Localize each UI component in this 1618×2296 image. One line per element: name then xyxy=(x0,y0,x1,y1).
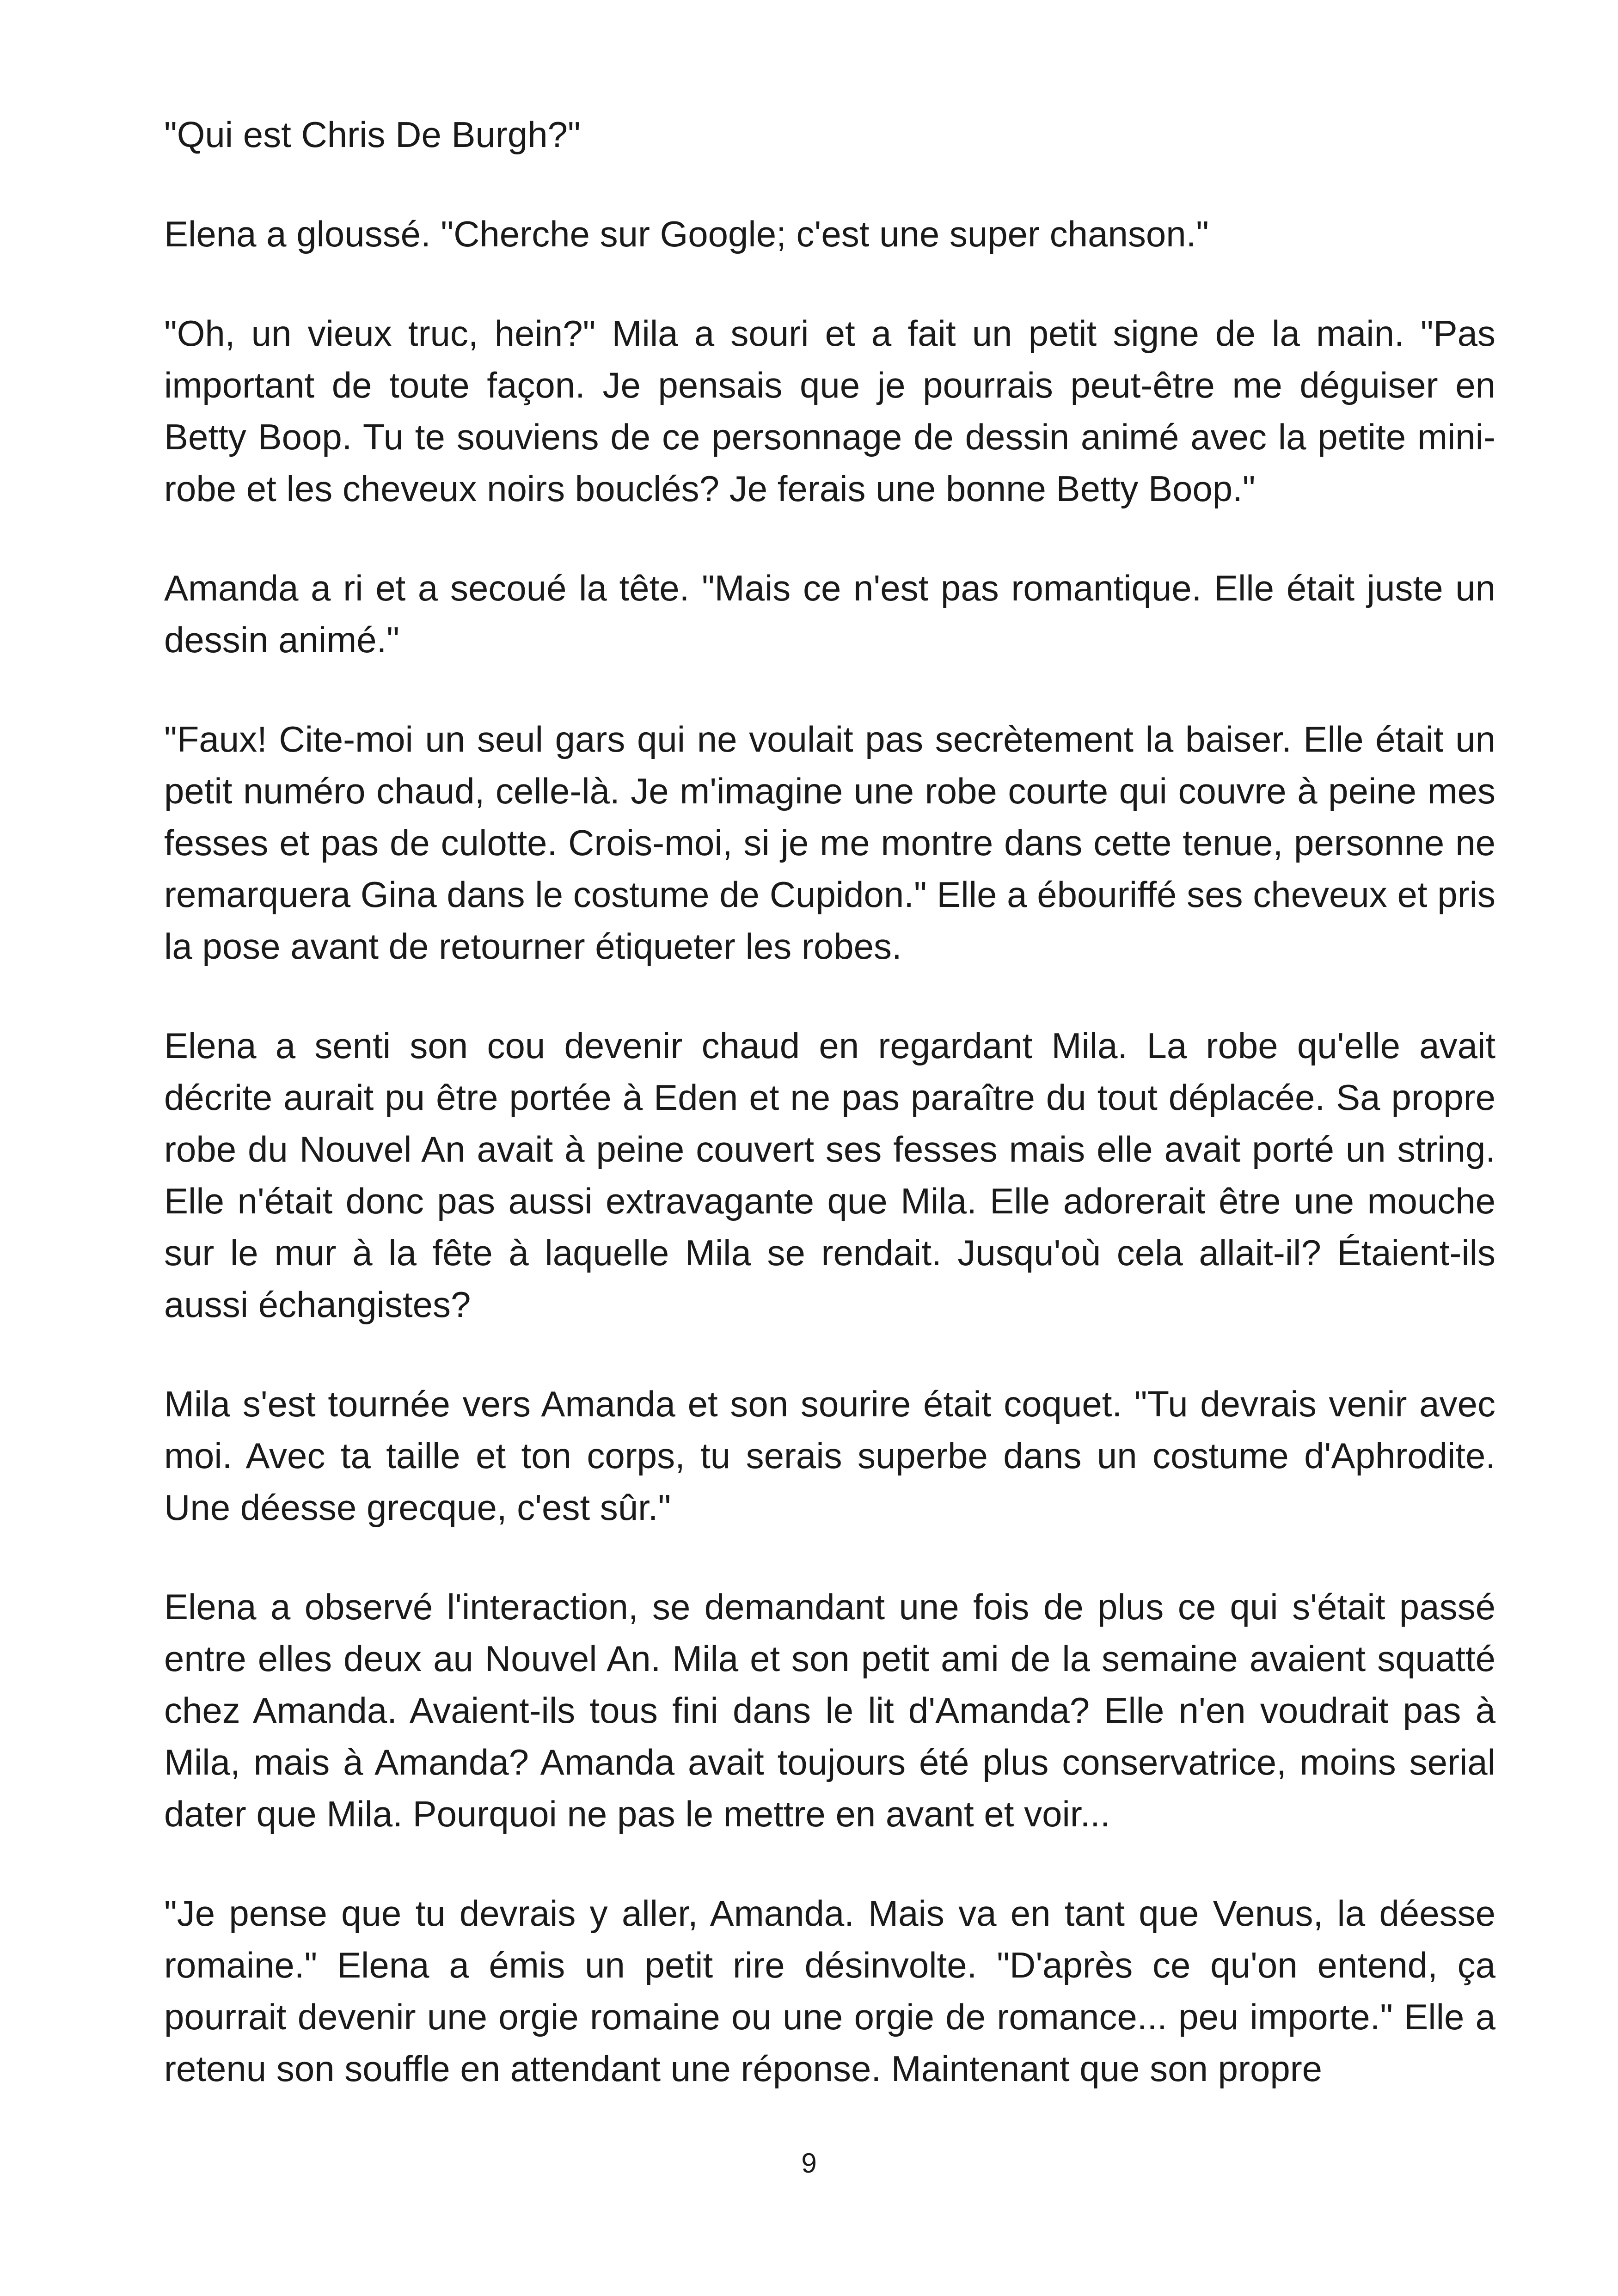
paragraph: Mila s'est tournée vers Amanda et son sourire était coquet. "Tu devrais venir avec moi. Avec ta taille et ton corps, tu serais superbe dans un costume d'Aphrodite. Une déesse grecque, c'est sûr." xyxy=(164,1384,1495,1528)
paragraph: "Faux! Cite-moi un seul gars qui ne voulait pas secrètement la baiser. Elle était un petit numéro chaud, celle-là. Je m'imagine une robe courte qui couvre à peine mes fesses et pas de culotte. Crois-moi, si je me montre dans cette tenue, personne ne remarquera Gina dans le costume de Cupidon." Elle a ébouriffé ses cheveux et pris la pose avant de retourner étiqueter les robes. xyxy=(164,719,1495,967)
paragraph: Amanda a ri et a secoué la tête. "Mais ce n'est pas romantique. Elle était juste un dessin animé." xyxy=(164,568,1495,660)
paragraph: "Je pense que tu devrais y aller, Amanda. Mais va en tant que Venus, la déesse romaine." Elena a émis un petit rire désinvolte. "D'après ce qu'on entend, ça pourrait devenir une orgie romaine ou une orgie de romance... peu importe." Elle a retenu son souffle en attendant une réponse. Maintenant que son propre xyxy=(164,1893,1495,2089)
page-body xyxy=(164,109,1495,2094)
paragraph: Elena a senti son cou devenir chaud en regardant Mila. La robe qu'elle avait décrite aurait pu être portée à Eden et ne pas paraître du tout déplacée. Sa propre robe du Nouvel An avait à peine couvert ses fesses mais elle avait porté un string. Elle n'était donc pas aussi extravagante que Mila. Elle adorerait être une mouche sur le mur à la fête à laquelle Mila se rendait. Jusqu'où cela allait-il? Étaient-ils aussi échangistes? xyxy=(164,1025,1495,1325)
paragraph: "Qui est Chris De Burgh?" xyxy=(164,114,581,155)
paragraph: "Oh, un vieux truc, hein?" Mila a souri et a fait un petit signe de la main. "Pas important de toute façon. Je pensais que je pourrais peut-être me déguiser en Betty Boop. Tu te souviens de ce personnage de dessin animé avec la petite mini-robe et les cheveux noirs bouclés? Je ferais une bonne Betty Boop." xyxy=(164,313,1495,509)
page-number: 9 xyxy=(801,2148,817,2179)
paragraph: Elena a gloussé. "Cherche sur Google; c'est une super chanson." xyxy=(164,214,1209,254)
paragraph: Elena a observé l'interaction, se demandant une fois de plus ce qui s'était passé entre elles deux au Nouvel An. Mila et son petit ami de la semaine avaient squatté chez Amanda. Avaient-ils tous fini dans le lit d'Amanda? Elle n'en voudrait pas à Mila, mais à Amanda? Amanda avait toujours été plus conservatrice, moins serial dater que Mila. Pourquoi ne pas le mettre en avant et voir... xyxy=(164,1586,1495,1834)
